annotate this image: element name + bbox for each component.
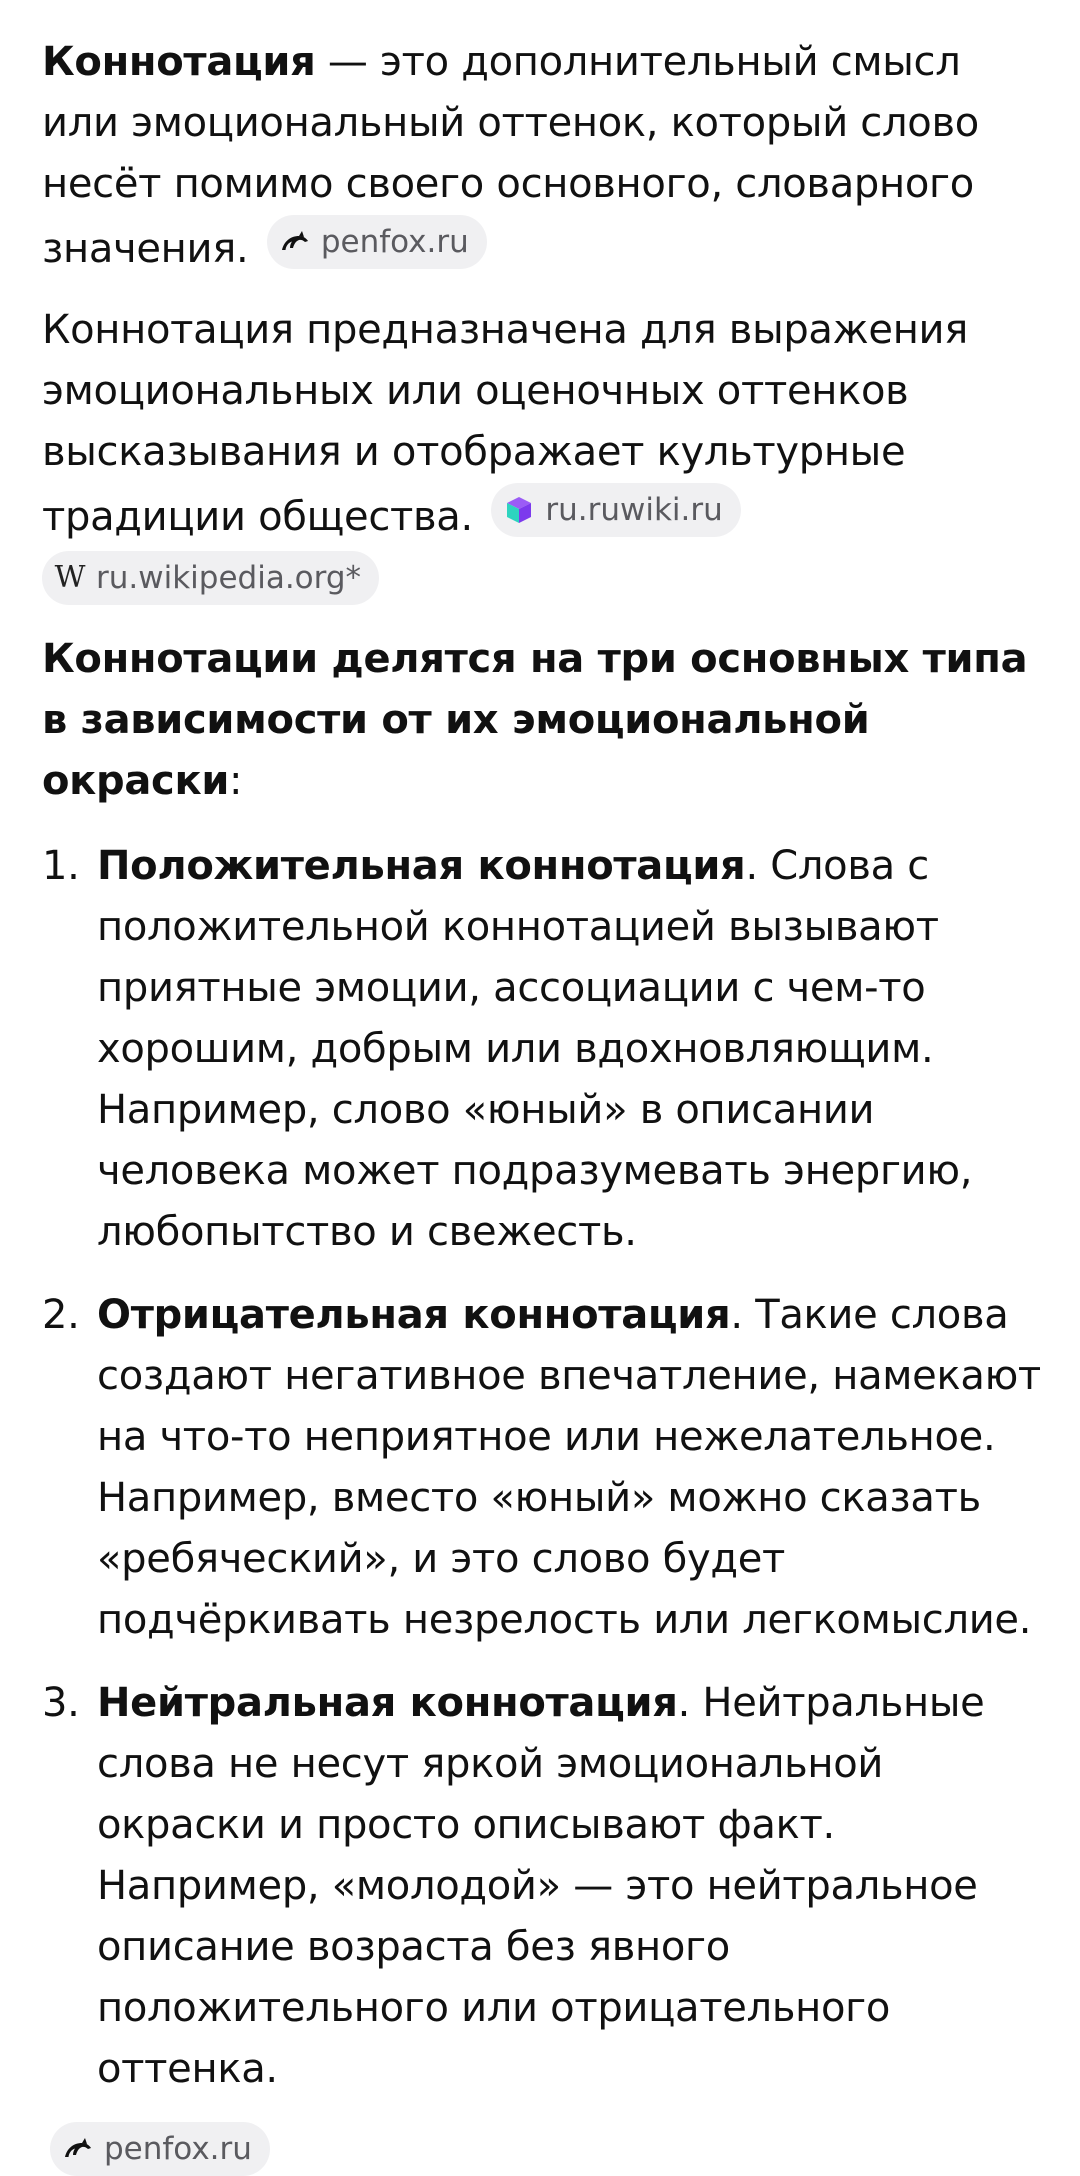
connotation-types-list <box>42 836 1042 2100</box>
list-item-number: 3. <box>42 1680 80 1726</box>
intro-term: Коннотация <box>42 39 316 85</box>
list-item-text: . Слова с положительной коннотацией вызывают приятные эмоции, ассоциации с чем-то хорошим, добрым или вдохновляющим. Например, слово «юный» в описании человека может подразумевать энергию, любопытство и свежесть. <box>97 843 973 1255</box>
purpose-paragraph <box>42 300 1042 609</box>
source-chip-label: ru.wikipedia.org* <box>96 560 362 596</box>
list-item <box>42 836 1042 1263</box>
types-heading-tail: : <box>229 758 243 804</box>
list-item <box>42 1285 1042 1651</box>
list-item-number: 1. <box>42 843 80 889</box>
types-heading <box>42 629 1042 812</box>
intro-paragraph <box>42 32 1042 280</box>
penfox-fox-icon <box>279 226 311 258</box>
penfox-fox-icon <box>62 2133 94 2165</box>
list-item <box>42 1673 1042 2100</box>
list-item-title: Положительная коннотация <box>97 843 746 889</box>
list-item-title: Нейтральная коннотация <box>97 1680 678 1726</box>
source-chip-ruwiki[interactable] <box>491 483 740 537</box>
source-chip-label: ru.ruwiki.ru <box>545 492 723 528</box>
source-chip-penfox[interactable] <box>267 215 487 269</box>
source-chip-wikipedia[interactable] <box>42 551 379 605</box>
intro-definition: — это дополнительный смысл или эмоциональный оттенок, который слово несёт помимо своего основного, словарного значения. <box>42 39 979 272</box>
bottom-sources <box>42 2122 1042 2176</box>
types-heading-bold: Коннотации делятся на три основных типа в зависимости от их эмоциональной окраски <box>42 636 1028 804</box>
source-chip-penfox-bottom[interactable] <box>50 2122 270 2176</box>
list-item-text: . Такие слова создают негативное впечатление, намекают на что-то неприятное или нежелательное. Например, вместо «юный» можно сказать «ребяческий», и это слово будет подчёркивать незрелость или легкомыслие. <box>97 1292 1041 1643</box>
source-chip-label: penfox.ru <box>104 2131 252 2167</box>
ruwiki-cube-icon <box>503 494 535 526</box>
list-item-title: Отрицательная коннотация <box>97 1292 731 1338</box>
wikipedia-w-icon: W <box>54 560 86 595</box>
purpose-text: Коннотация предназначена для выражения эмоциональных или оценочных оттенков высказывания и отображает культурные традиции общества. <box>42 307 969 540</box>
list-item-text: . Нейтральные слова не несут яркой эмоциональной окраски и просто описывают факт. Например, «молодой» — это нейтральное описание возраста без явного положительного или отрицательного оттенка. <box>97 1680 985 2092</box>
list-item-number: 2. <box>42 1292 80 1338</box>
source-chip-label: penfox.ru <box>320 224 469 260</box>
